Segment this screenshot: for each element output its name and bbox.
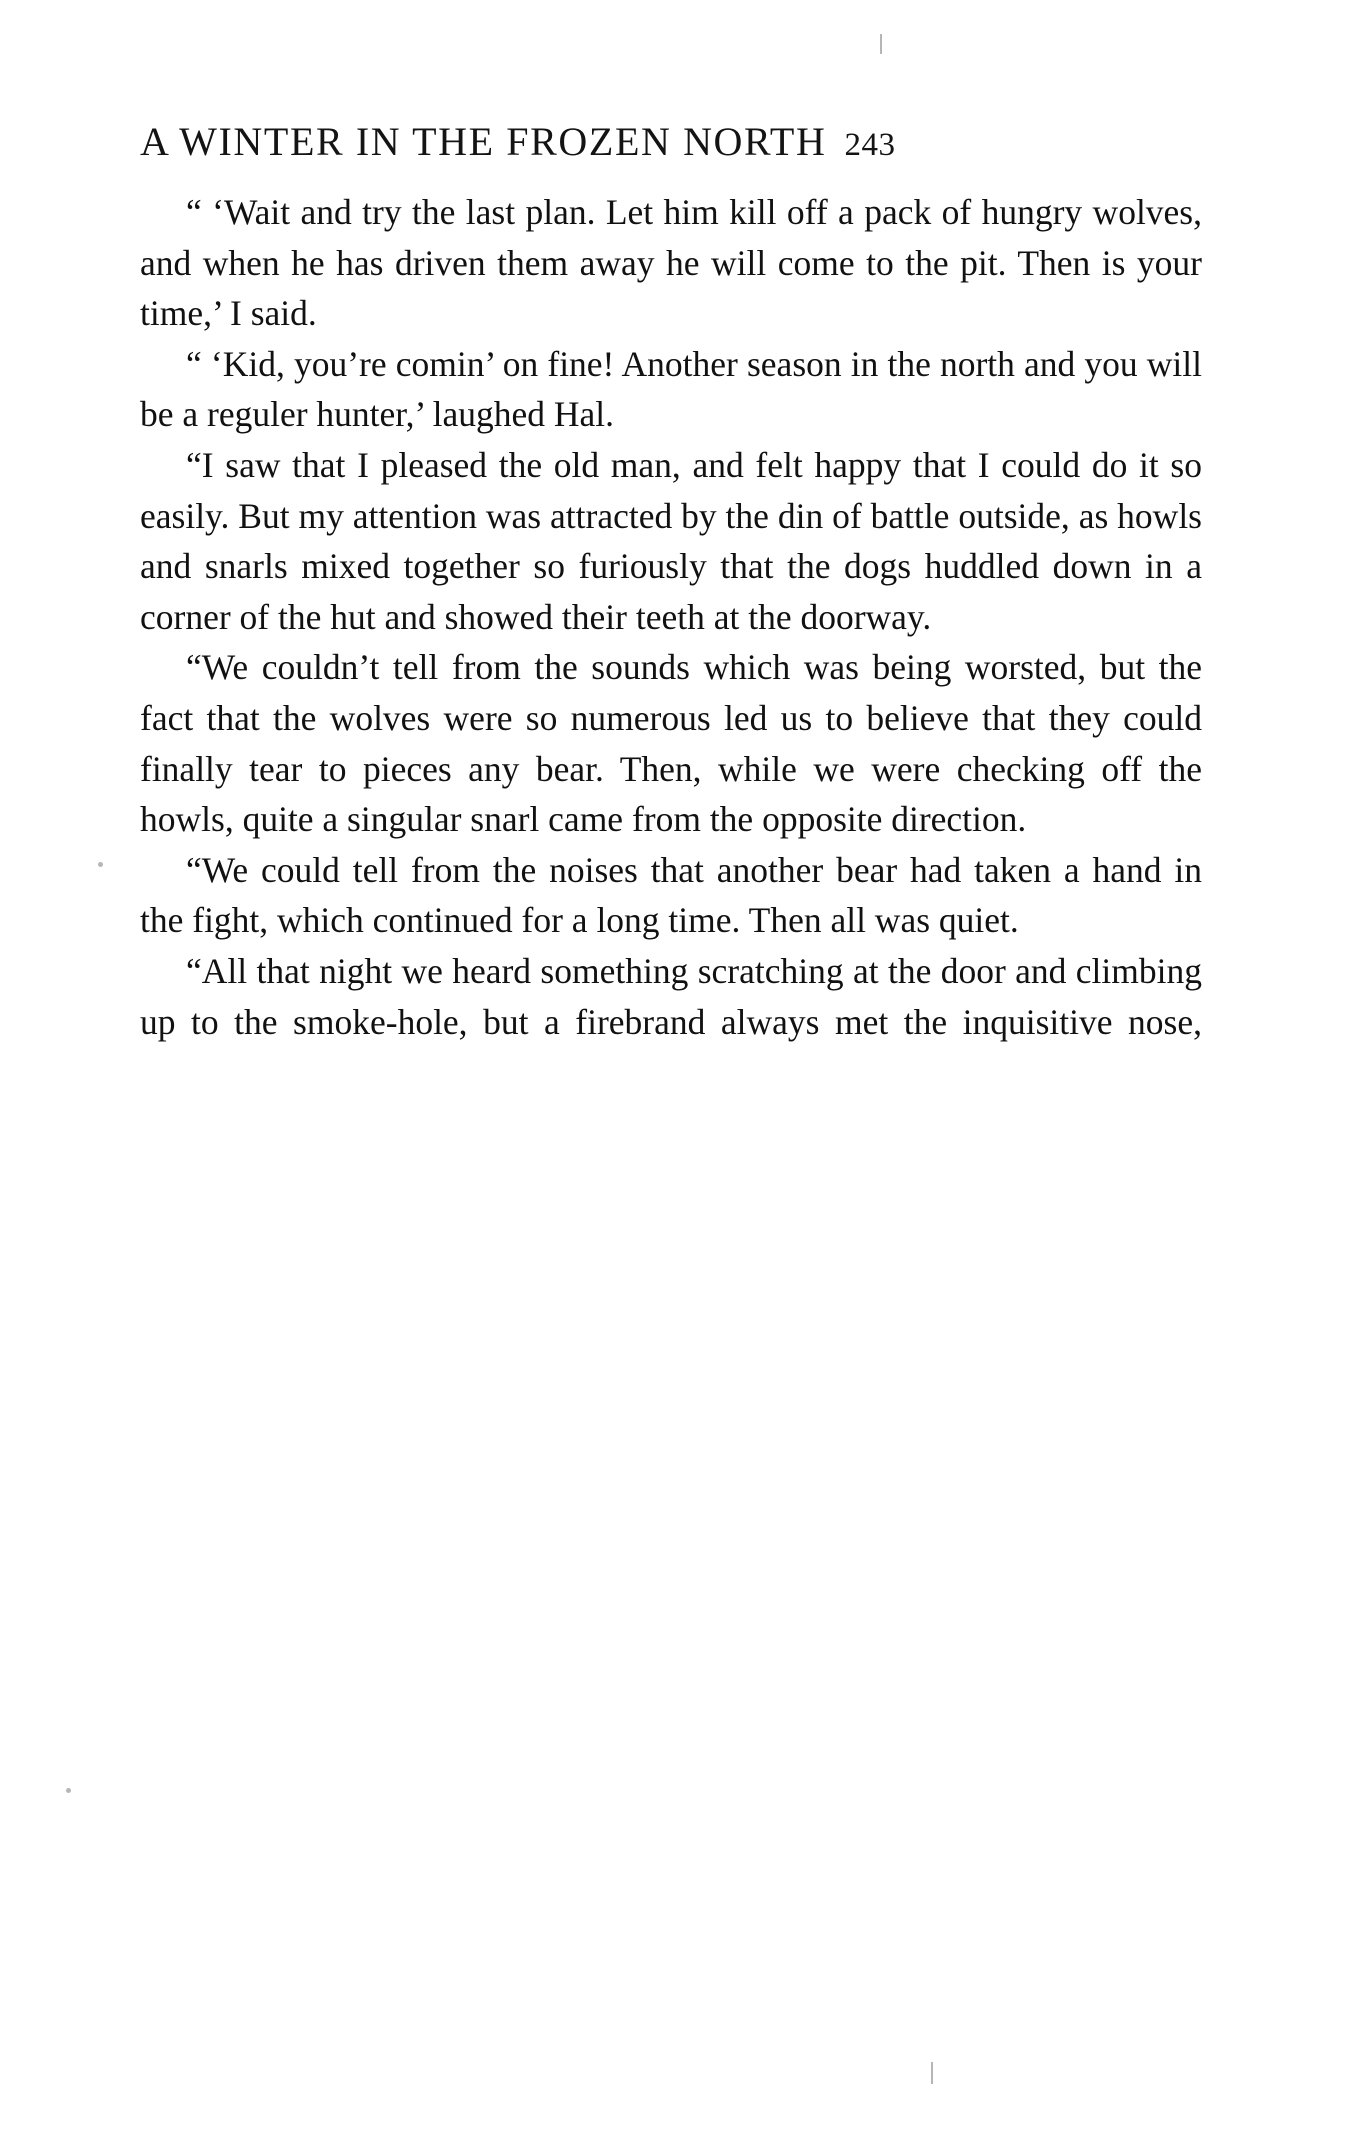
print-mark-top	[880, 34, 882, 54]
paper-speck	[66, 1788, 71, 1793]
paragraph: “ ‘Kid, you’re comin’ on fine! Another season in the north and you will be a reguler hunter,’ laughed Hal.	[140, 343, 1202, 435]
paragraph: “I saw that I pleased the old man, and felt happy that I could do it so easily. But my attention was attracted by the din of battle outside, as howls and snarls mixed together so furiously that the dogs huddled down in a corner of the hut and showed their teeth at the doorway.	[140, 444, 1202, 637]
running-head-title: A WINTER IN THE FROZEN NORTH	[140, 119, 827, 164]
paper-speck	[98, 862, 103, 867]
page-content	[140, 118, 1202, 1047]
paragraph: “We couldn’t tell from the sounds which was being worsted, but the fact that the wolves were so numerous led us to believe that they could finally tear to pieces any bear. Then, while we were checking off the howls, quite a singular snarl came from the opposite direction.	[140, 647, 1202, 840]
print-mark-bottom	[931, 2062, 933, 2084]
body-text	[140, 187, 1202, 1047]
paragraph: “ ‘Wait and try the last plan. Let him kill off a pack of hungry wolves, and when he has driven them away he will come to the pit. Then is your time,’ I said.	[140, 192, 1202, 334]
running-head	[140, 118, 1202, 165]
paragraph: “All that night we heard something scratching at the door and climbing up to the smoke-hole, but a firebrand always met the inquisitive nose,	[140, 950, 1202, 1042]
paragraph: “We could tell from the noises that another bear had taken a hand in the fight, which continued for a long time. Then all was quiet.	[140, 849, 1202, 941]
page-number: 243	[844, 127, 896, 163]
